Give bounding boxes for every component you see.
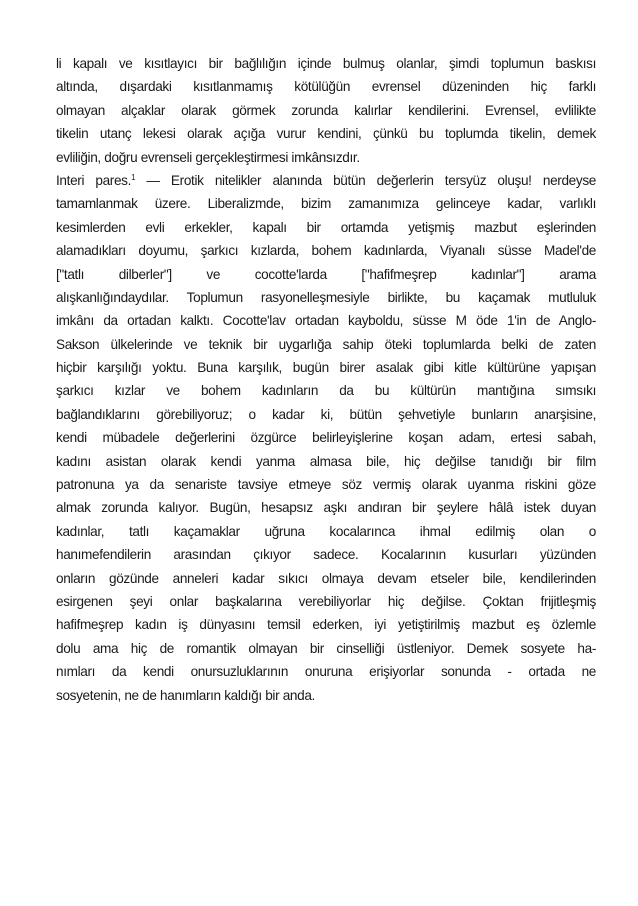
text-line: bağlandıklarını görebiliyoruz; o kadar ki, bütün şehvetiyle bunların anarşisine,: [56, 406, 596, 422]
text-line: evliliğin, doğru evrenseli gerçekleştirmesi imkânsızdır.: [56, 149, 360, 165]
text-line: hanımefendilerin arasından çıkıyor sadece. Kocalarının kusurları yüzünden: [56, 547, 596, 563]
text-line: almak zorunda kalıyor. Bugün, hesapsız aşkı andıran bir şeylere hâlâ istek duyan: [56, 500, 596, 516]
text-line: alışkanlığındaydılar. Toplumun rasyonelleşmesiyle birlikte, bu kaçamak mutluluk: [56, 289, 596, 305]
text-line: hiçbir karşılığı yoktu. Buna karşılık, bugün birer asalak gibi kitle kültürüne yapışan: [56, 360, 596, 376]
section-title: Interi pares.: [56, 172, 132, 188]
footnote-marker: 1: [131, 172, 136, 182]
text-line: sosyetenin, ne de hanımların kaldığı bir anda.: [56, 687, 315, 703]
text-line: şarkıcı kızlar ve bohem kadınların da bu kültürün mantığına sımsıkı: [56, 383, 596, 399]
text-line: ["tatlı dilberler"] ve cocotte'larda ["hafifmeşrep kadınlar"] arama: [56, 266, 596, 282]
text-line: Sakson ülkelerinde ve teknik bir uygarlığa sahip öteki toplumlarda belki de zaten: [56, 336, 596, 352]
text-line: alamadıkları doyumu, şarkıcı kızlarda, bohem kadınlarda, Viyanalı süsse Madel'de: [56, 243, 596, 259]
text-line: nımları da kendi onursuzluklarının onuruna erişiyorlar sonunda - ortada ne: [56, 664, 596, 680]
text-line: kadını asistan olarak kendi yanma almasa bile, hiç değilse tanıdığı bir film: [56, 453, 596, 469]
text-line: kendi mübadele değerlerini özgürce belirleyişlerine koşan adam, ertesi sabah,: [56, 430, 596, 446]
text-line: kadınlar, tatlı kaçamaklar uğruna kocalarınca ihmal edilmiş olan o: [56, 523, 596, 539]
text-line: onların gözünde anneleri kadar sıkıcı olmaya devam etseler bile, kendilerinden: [56, 570, 596, 586]
text-line: esirgenen şeyi onlar başkalarına verebiliyorlar hiç değilse. Çoktan frijitleşmiş: [56, 593, 596, 609]
text-line: hafifmeşrep kadın iş dünyasını temsil ederken, iyi yetiştirilmiş mazbut eş özlemle: [56, 617, 596, 633]
body-text: [56, 52, 596, 707]
text-line: tikelin utanç lekesi olarak açığa vurur kendini, çünkü bu toplumda tikelin, demek: [56, 126, 596, 142]
text-line: olmayan alçaklar olarak görmek zorunda kalırlar kendilerini. Evrensel, evlilikte: [56, 102, 596, 118]
text-line: tamamlanmak üzere. Liberalizmde, bizim zamanımıza gelinceye kadar, varlıklı: [56, 196, 596, 212]
section-text: — Erotik nitelikler alanında bütün değerlerin tersyüz oluşu! nerdeyse: [135, 172, 596, 188]
text-line: kesimlerden evli erkekler, kapalı bir ortamda yetişmiş mazbut eşlerinden: [56, 219, 596, 235]
text-line: imkânı da ortadan kalktı. Cocotte'lav ortadan kayboldu, süsse M öde 1'in de Anglo-: [56, 313, 596, 329]
text-line: li kapalı ve kısıtlayıcı bir bağlılığın içinde bulmuş olanlar, şimdi toplumun baskısı: [56, 56, 596, 71]
text-line: dolu ama hiç de romantik olmayan bir cinselliği üstleniyor. Demek sosyete ha-: [56, 640, 596, 656]
section-heading-line: [56, 169, 596, 192]
text-line: altında, dışardaki kısıtlanmamış kötülüğün evrensel düzeninden hiç farklı: [56, 79, 596, 95]
text-line: patronuna ya da senariste tavsiye etmeye söz vermiş olarak uyanma riskini göze: [56, 477, 596, 493]
